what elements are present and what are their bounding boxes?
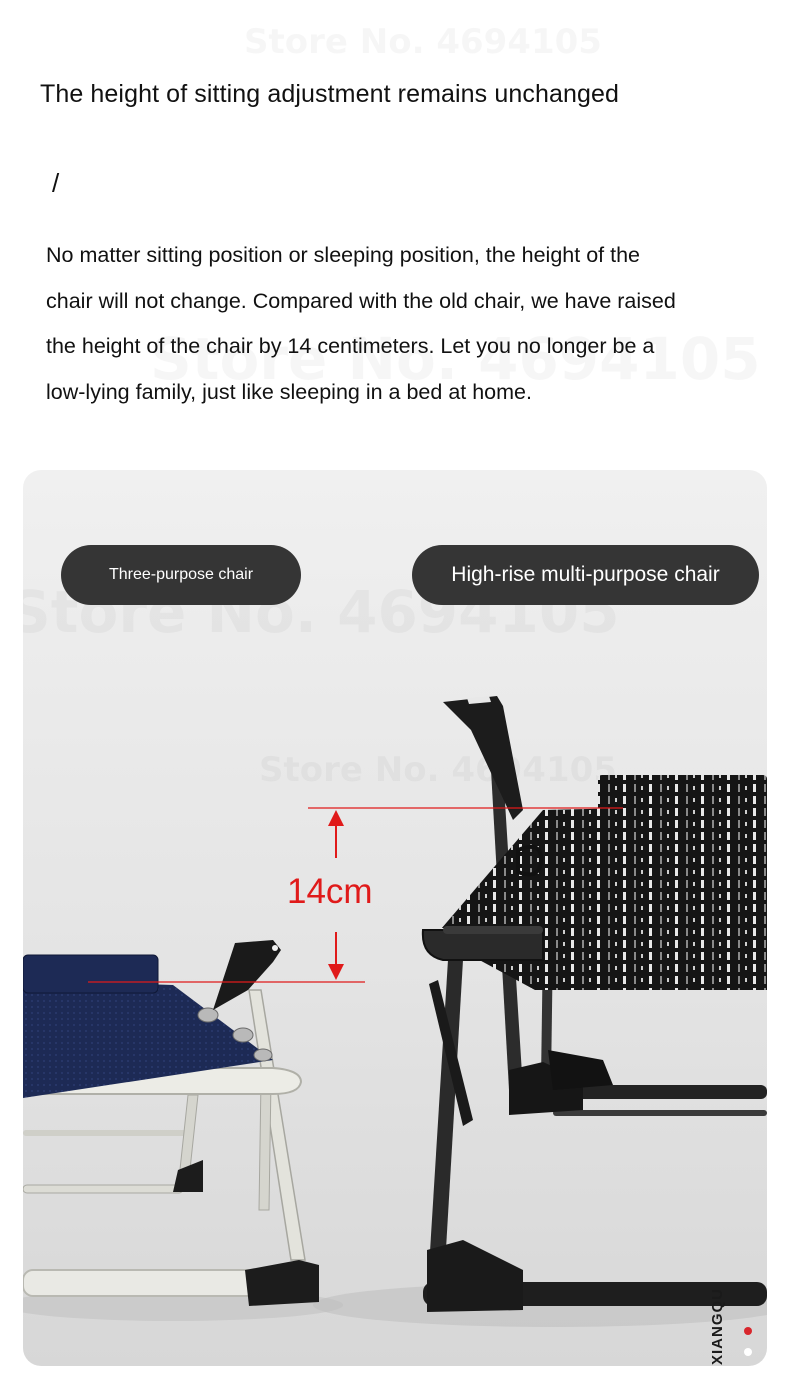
measurement-label: 14cm: [287, 872, 373, 911]
page-title: The height of sitting adjustment remains unchanged: [40, 80, 619, 108]
label-high-rise-chair: High-rise multi-purpose chair: [412, 545, 759, 605]
description-line: No matter sitting position or sleeping position, the height of the: [46, 243, 640, 267]
product-comparison-panel: [23, 470, 767, 1366]
separator: /: [52, 168, 60, 198]
high-rise-chair: [423, 696, 767, 1312]
brand-logo-text: XIANGQU: [709, 1288, 726, 1366]
description-line: chair will not change. Compared with the old chair, we have raised: [46, 288, 676, 313]
description-paragraph: [46, 233, 746, 415]
description-line: low-lying family, just like sleeping in a bed at home.: [46, 379, 532, 404]
three-purpose-chair: [23, 940, 319, 1306]
brand-dot-white: [744, 1348, 752, 1356]
arrow-down-head: [328, 964, 344, 980]
description-line: the height of the chair by 14 centimeters. Let you no longer be a: [46, 334, 655, 358]
arrow-up-head: [328, 810, 344, 826]
chair-illustration: [23, 470, 767, 1366]
label-three-purpose-chair: Three-purpose chair: [61, 545, 301, 605]
watermark-top: [244, 22, 602, 62]
brand-dot-red: [744, 1327, 752, 1335]
